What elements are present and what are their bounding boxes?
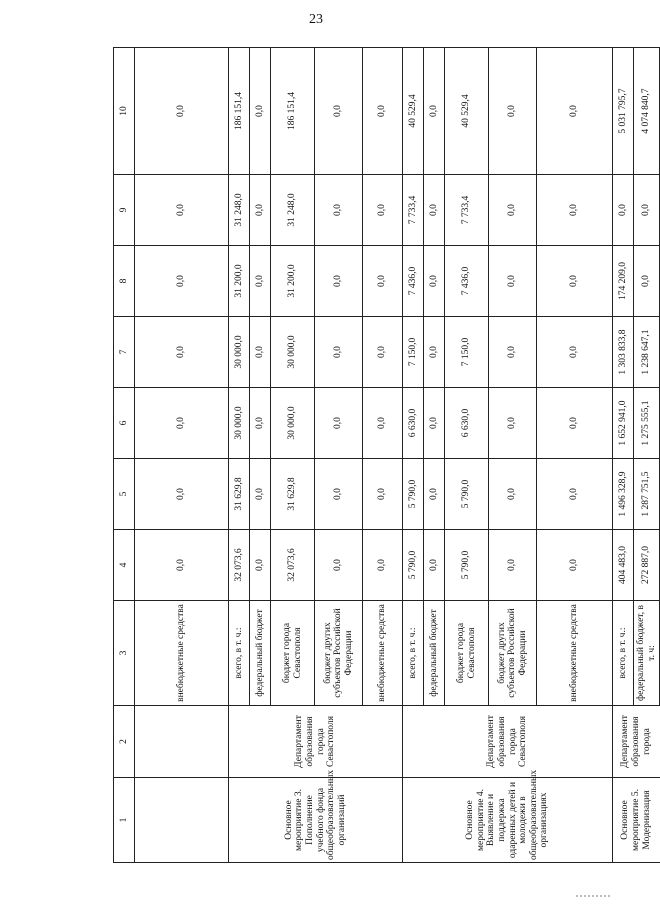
table-cell: 174 209,0 [613, 246, 634, 317]
table-cell: 0,0 [135, 175, 229, 246]
table-cell: 0,0 [489, 175, 537, 246]
table-cell: 5 790,0 [403, 459, 424, 530]
table-cell: 1 287 751,5 [634, 459, 660, 530]
table-cell: федеральный бюджет, в т. ч: [634, 601, 660, 706]
table-cell: 30 000,0 [229, 388, 250, 459]
table-cell: бюджет других субъектов Российской Федерации [315, 601, 363, 706]
table-cell: бюджет других субъектов Российской Федерации [489, 601, 537, 706]
table-cell: 0,0 [315, 317, 363, 388]
table-cell: 186 151,4 [271, 48, 315, 175]
table-cell: 0,0 [250, 388, 271, 459]
table-cell: 31 629,8 [229, 459, 250, 530]
table-cell: 0,0 [489, 388, 537, 459]
table-cell: 0,0 [250, 175, 271, 246]
table-cell: 1 238 647,1 [634, 317, 660, 388]
table-cell: 0,0 [489, 459, 537, 530]
table-cell: 0,0 [363, 48, 403, 175]
table-cell: 31 200,0 [229, 246, 250, 317]
table-cell: 0,0 [135, 530, 229, 601]
table-cell: 4 074 840,7 [634, 48, 660, 175]
table-cell: 5 790,0 [403, 530, 424, 601]
measure-executor: Департамент образования города [613, 706, 660, 778]
table-cell: 31 629,8 [271, 459, 315, 530]
table-cell: 0,0 [489, 246, 537, 317]
table-cell: 40 529,4 [445, 48, 489, 175]
table-cell: 0,0 [537, 388, 613, 459]
column-header: 5 [114, 459, 135, 530]
table-cell: 0,0 [537, 48, 613, 175]
table-cell: всего, в т. ч.: [613, 601, 634, 706]
table-cell: 32 073,6 [229, 530, 250, 601]
table-cell: 0,0 [135, 48, 229, 175]
table-cell: 0,0 [424, 459, 445, 530]
table-cell: 0,0 [250, 317, 271, 388]
column-header: 6 [114, 388, 135, 459]
table-cell: 0,0 [363, 388, 403, 459]
table-cell: внебюджетные средства [537, 601, 613, 706]
table-cell: 0,0 [424, 317, 445, 388]
table-cell: 0,0 [135, 317, 229, 388]
column-header: 10 [114, 48, 135, 175]
table-cell: 30 000,0 [271, 317, 315, 388]
measure-name: Основное мероприятие 5. Модернизация [613, 778, 660, 863]
table-cell: 0,0 [363, 246, 403, 317]
table-cell: 0,0 [315, 388, 363, 459]
table-cell: федеральный бюджет [250, 601, 271, 706]
table-cell: 0,0 [363, 175, 403, 246]
table-cell: 0,0 [363, 317, 403, 388]
table-cell: 272 887,0 [634, 530, 660, 601]
column-header: 1 [114, 778, 135, 863]
table-cell: 31 200,0 [271, 246, 315, 317]
column-header: 7 [114, 317, 135, 388]
table-cell: 0,0 [537, 175, 613, 246]
table-cell: 0,0 [363, 530, 403, 601]
table-cell: 0,0 [363, 459, 403, 530]
table-cell: 1 652 941,0 [613, 388, 634, 459]
table-cell: 0,0 [315, 175, 363, 246]
table-cell: 32 073,6 [271, 530, 315, 601]
table-viewport [113, 48, 657, 863]
table-cell: бюджет города Севастополя [271, 601, 315, 706]
column-header: 3 [114, 601, 135, 706]
table-cell: 1 303 833,8 [613, 317, 634, 388]
table-cell: 40 529,4 [403, 48, 424, 175]
table-cell: 0,0 [489, 48, 537, 175]
table-cell: всего, в т. ч.: [403, 601, 424, 706]
table-cell: 404 483,0 [613, 530, 634, 601]
page-number: 23 [309, 12, 323, 27]
table-cell: 6 630,0 [403, 388, 424, 459]
table-cell: 0,0 [250, 459, 271, 530]
measure-name: Основное мероприятие 3. Пополнение учебного фонда общеобразовательных организаций [229, 778, 403, 863]
table-cell: 0,0 [250, 48, 271, 175]
table-row [229, 48, 250, 863]
table-cell: 5 031 795,7 [613, 48, 634, 175]
table-cell: 0,0 [537, 317, 613, 388]
table-cell: внебюджетные средства [363, 601, 403, 706]
table-row [403, 48, 424, 863]
column-header: 4 [114, 530, 135, 601]
column-number-row [114, 48, 135, 863]
table-cell: внебюджетные средства [135, 601, 229, 706]
measure-executor: Департамент образования города Севастополя [403, 706, 613, 778]
table-cell: 0,0 [424, 48, 445, 175]
table-cell: 0,0 [489, 317, 537, 388]
table-cell: 7 436,0 [445, 246, 489, 317]
table-cell: 7 150,0 [403, 317, 424, 388]
table-cell: 30 000,0 [271, 388, 315, 459]
table-cell: 0,0 [250, 246, 271, 317]
table-row [613, 48, 634, 863]
measure-name: Основное мероприятие 4. Выявление и поддержка одаренных детей и молодежи в общеобразовательных организациях [403, 778, 613, 863]
table-cell: 7 733,4 [403, 175, 424, 246]
table-cell: 5 790,0 [445, 459, 489, 530]
column-header: 9 [114, 175, 135, 246]
table-cell: 1 275 555,1 [634, 388, 660, 459]
table-cell: федеральный бюджет [424, 601, 445, 706]
column-header: 8 [114, 246, 135, 317]
table-cell: 0,0 [315, 246, 363, 317]
table-cell: 31 248,0 [229, 175, 250, 246]
table-cell: 7 436,0 [403, 246, 424, 317]
table-cell: 0,0 [135, 459, 229, 530]
table-cell: 0,0 [250, 530, 271, 601]
table-cell: 0,0 [315, 459, 363, 530]
table-cell: 7 150,0 [445, 317, 489, 388]
table-cell: 0,0 [634, 246, 660, 317]
table-cell: 1 496 328,9 [613, 459, 634, 530]
table-cell: всего, в т. ч.: [229, 601, 250, 706]
table-cell [135, 706, 229, 778]
table-cell: 30 000,0 [229, 317, 250, 388]
table-cell: 0,0 [135, 388, 229, 459]
table-cell: 0,0 [315, 530, 363, 601]
table-cell: 0,0 [489, 530, 537, 601]
table-cell: 0,0 [424, 175, 445, 246]
table-cell: 0,0 [537, 246, 613, 317]
table-cell: 0,0 [613, 175, 634, 246]
table-cell: 0,0 [315, 48, 363, 175]
table-cell: 0,0 [424, 388, 445, 459]
measure-executor: Департамент образования города Севастополя [229, 706, 403, 778]
table-cell: 0,0 [424, 246, 445, 317]
table-cell: 0,0 [537, 459, 613, 530]
table-cell: 5 790,0 [445, 530, 489, 601]
table-cell: 31 248,0 [271, 175, 315, 246]
table-cell [135, 778, 229, 863]
scan-artifact [576, 895, 610, 897]
table-row [135, 48, 229, 863]
table-cell: 0,0 [634, 175, 660, 246]
table-cell: 7 733,4 [445, 175, 489, 246]
table-cell: 0,0 [424, 530, 445, 601]
budget-table [113, 47, 660, 863]
table-cell: 0,0 [537, 530, 613, 601]
column-header: 2 [114, 706, 135, 778]
table-cell: 186 151,4 [229, 48, 250, 175]
table-cell: 6 630,0 [445, 388, 489, 459]
rotated-table-container [113, 48, 657, 863]
table-cell: бюджет города Севастополя [445, 601, 489, 706]
table-cell: 0,0 [135, 246, 229, 317]
